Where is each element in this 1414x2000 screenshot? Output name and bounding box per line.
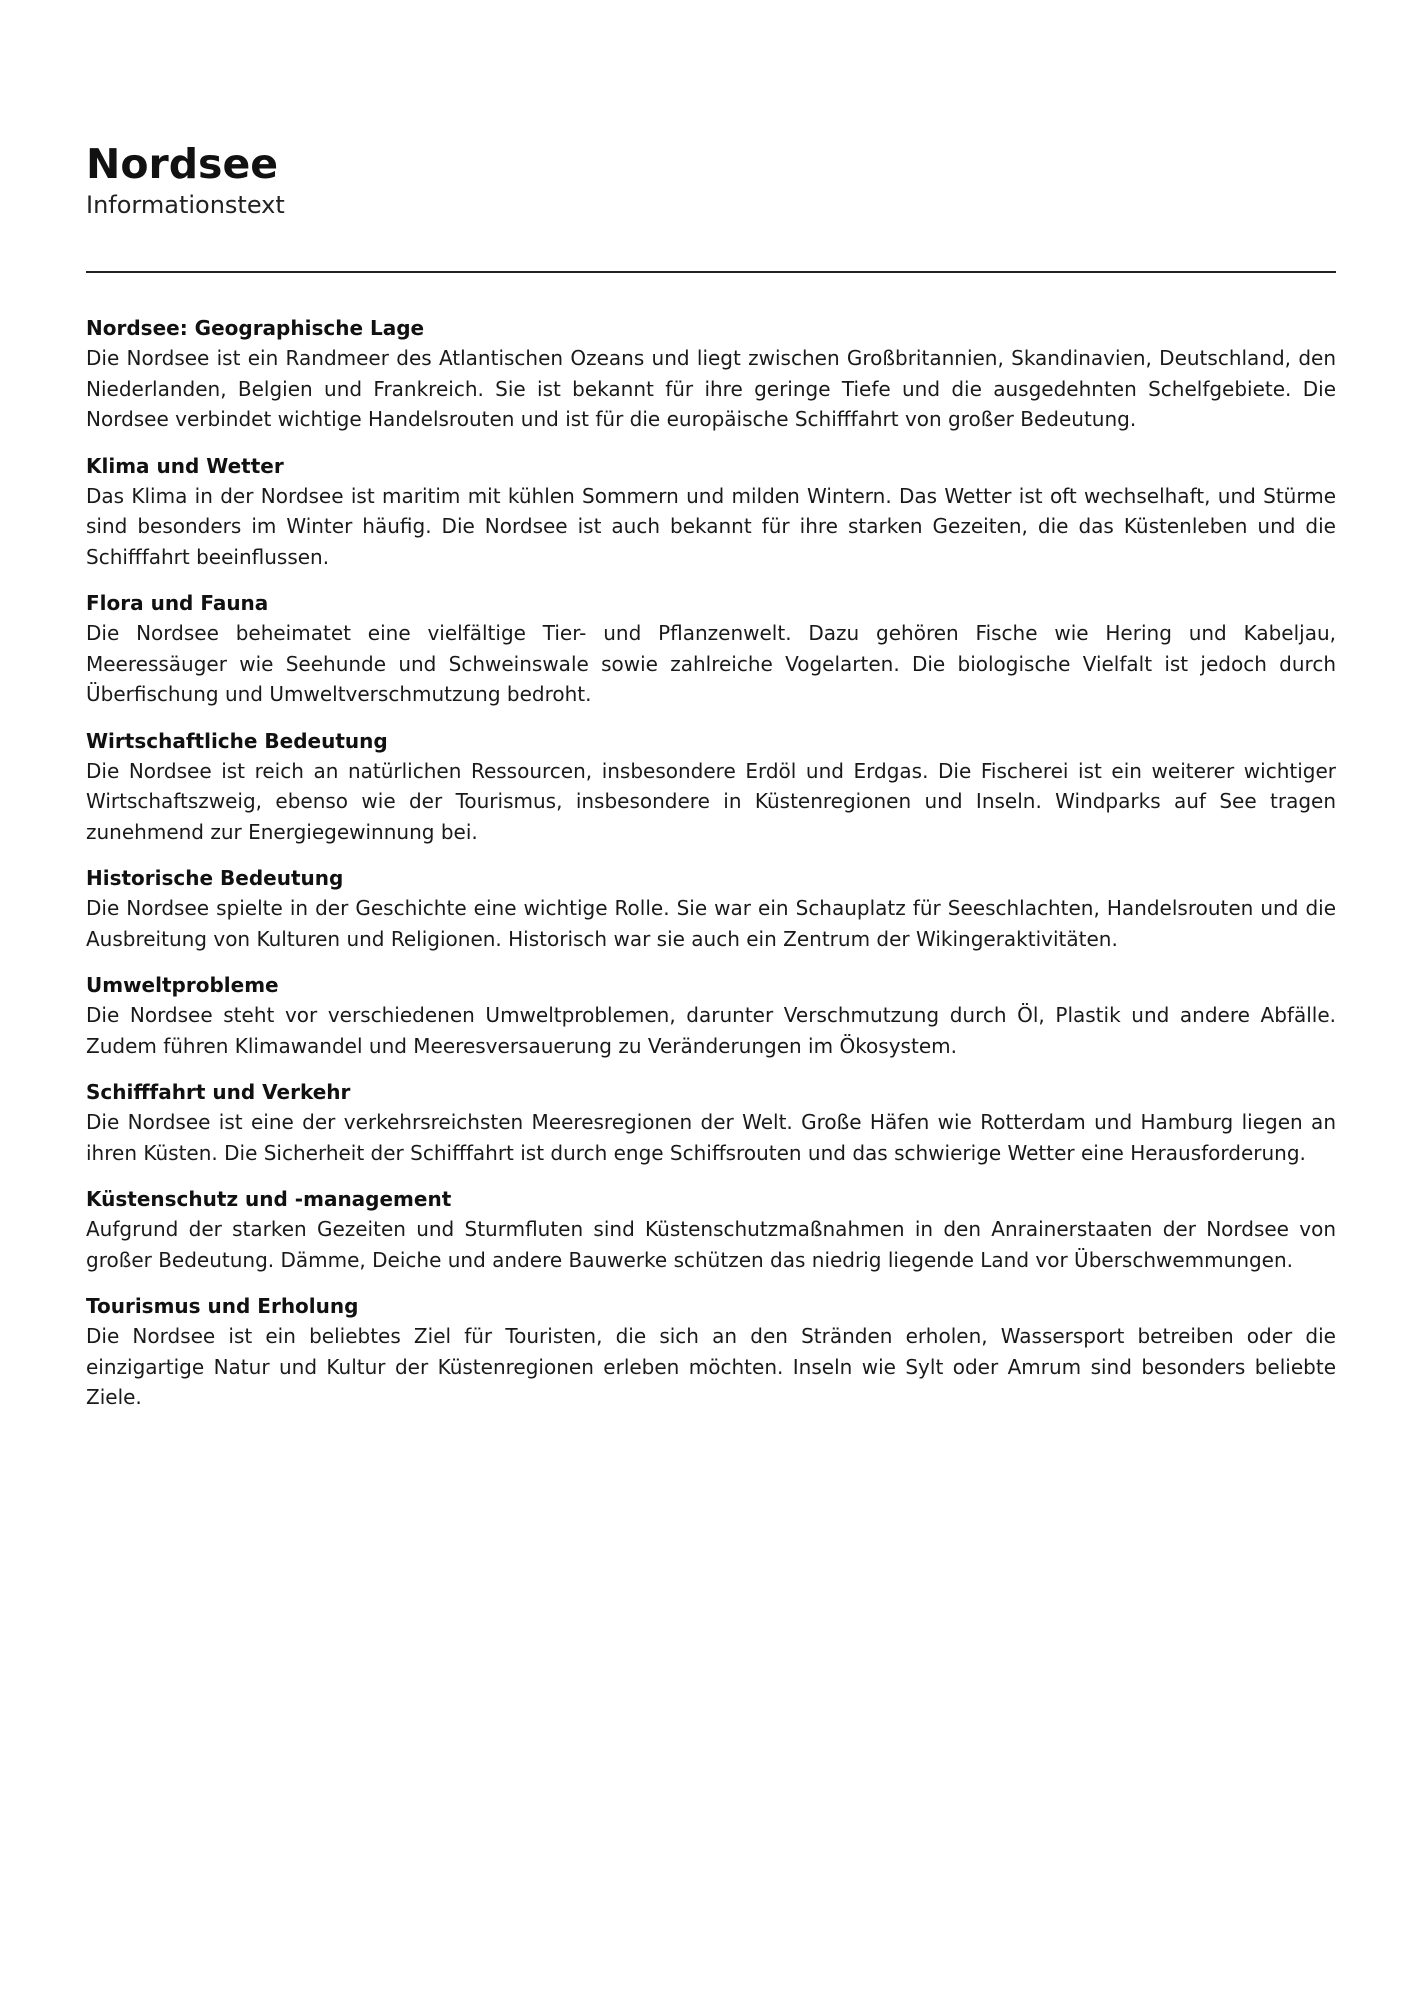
section-text: Die Nordsee spielte in der Geschichte eine wichtige Rolle. Sie war ein Schauplatz für Seeschlachten, Handelsrouten und die Ausbreitung von Kulturen und Religionen. Historisch war sie auch ein Zentrum der Wikingeraktivitäten.	[86, 896, 1336, 951]
section-text: Die Nordsee steht vor verschiedenen Umweltproblemen, darunter Verschmutzung durch Öl, Plastik und andere Abfälle. Zudem führen Klimawandel und Meeresversauerung zu Veränderungen im Ökosystem.	[86, 1003, 1336, 1058]
section-umweltprobleme	[86, 971, 1336, 1061]
section-text: Das Klima in der Nordsee ist maritim mit kühlen Sommern und milden Wintern. Das Wetter ist oft wechselhaft, und Stürme sind besonders im Winter häufig. Die Nordsee ist auch bekannt für ihre starken Gezeiten, die das Küstenleben und die Schifffahrt beeinflussen.	[86, 483, 1336, 569]
section-wirtschaftliche-bedeutung	[86, 727, 1336, 848]
section-heading: Umweltprobleme	[86, 973, 279, 997]
section-text: Die Nordsee ist ein beliebtes Ziel für Touristen, die sich an den Stränden erholen, Wassersport betreiben oder die einzigartige Natur und Kultur der Küstenregionen erleben möchten. Inseln wie Sylt oder Amrum sind besonders beliebte Ziele.	[86, 1324, 1336, 1409]
section-text: Die Nordsee beheimatet eine vielfältige Tier- und Pflanzenwelt. Dazu gehören Fische wie Hering und Kabeljau, Meeressäuger wie Seehunde und Schweinswale sowie zahlreiche Vogelarten. Die biologische Vielfalt ist jedoch durch Überfischung und Umweltverschmutzung bedroht.	[86, 621, 1336, 706]
section-historische-bedeutung	[86, 864, 1336, 954]
sections-container	[86, 314, 1336, 1430]
section-kuestenschutz	[86, 1185, 1336, 1275]
section-heading: Schifffahrt und Verkehr	[86, 1080, 351, 1104]
section-geographische-lage	[86, 314, 1336, 435]
section-text: Die Nordsee ist reich an natürlichen Ressourcen, insbesondere Erdöl und Erdgas. Die Fischerei ist ein weiterer wichtiger Wirtschaftszweig, ebenso wie der Tourismus, insbesondere in Küstenregionen und Inseln. Windparks auf See tragen zunehmend zur Energiegewinnung bei.	[86, 758, 1336, 844]
section-klima-und-wetter	[86, 452, 1336, 573]
section-text: Aufgrund der starken Gezeiten und Sturmfluten sind Küstenschutzmaßnahmen in den Anrainerstaaten der Nordsee von großer Bedeutung. Dämme, Deiche und andere Bauwerke schützen das niedrig liegende Land vor Überschwemmungen.	[86, 1217, 1336, 1272]
section-text: Die Nordsee ist eine der verkehrsreichsten Meeresregionen der Welt. Große Häfen wie Rotterdam und Hamburg liegen an ihren Küsten. Die Sicherheit der Schifffahrt ist durch enge Schiffsrouten und das schwierige Wetter eine Herausforderung.	[86, 1110, 1336, 1165]
section-text: Die Nordsee ist ein Randmeer des Atlantischen Ozeans und liegt zwischen Großbritannien, Skandinavien, Deutschland, den Niederlanden, Belgien und Frankreich. Sie ist bekannt für ihre geringe Tiefe und die ausgedehnten Schelfgebiete. Die Nordsee verbindet wichtige Handelsrouten und ist für die europäische Schifffahrt von großer Bedeutung.	[86, 346, 1336, 431]
document-title: Nordsee	[86, 140, 279, 188]
section-heading: Tourismus und Erholung	[86, 1294, 359, 1318]
section-flora-und-fauna	[86, 589, 1336, 710]
section-heading: Historische Bedeutung	[86, 866, 344, 890]
document-subtitle: Informationstext	[86, 191, 285, 219]
section-tourismus-und-erholung	[86, 1292, 1336, 1413]
title-divider	[86, 271, 1336, 273]
section-heading: Wirtschaftliche Bedeutung	[86, 728, 388, 753]
section-heading: Flora und Fauna	[86, 591, 269, 615]
section-heading: Klima und Wetter	[86, 453, 284, 478]
section-schifffahrt-und-verkehr	[86, 1078, 1336, 1168]
section-heading: Nordsee: Geographische Lage	[86, 316, 425, 340]
section-heading: Küstenschutz und -management	[86, 1187, 452, 1211]
